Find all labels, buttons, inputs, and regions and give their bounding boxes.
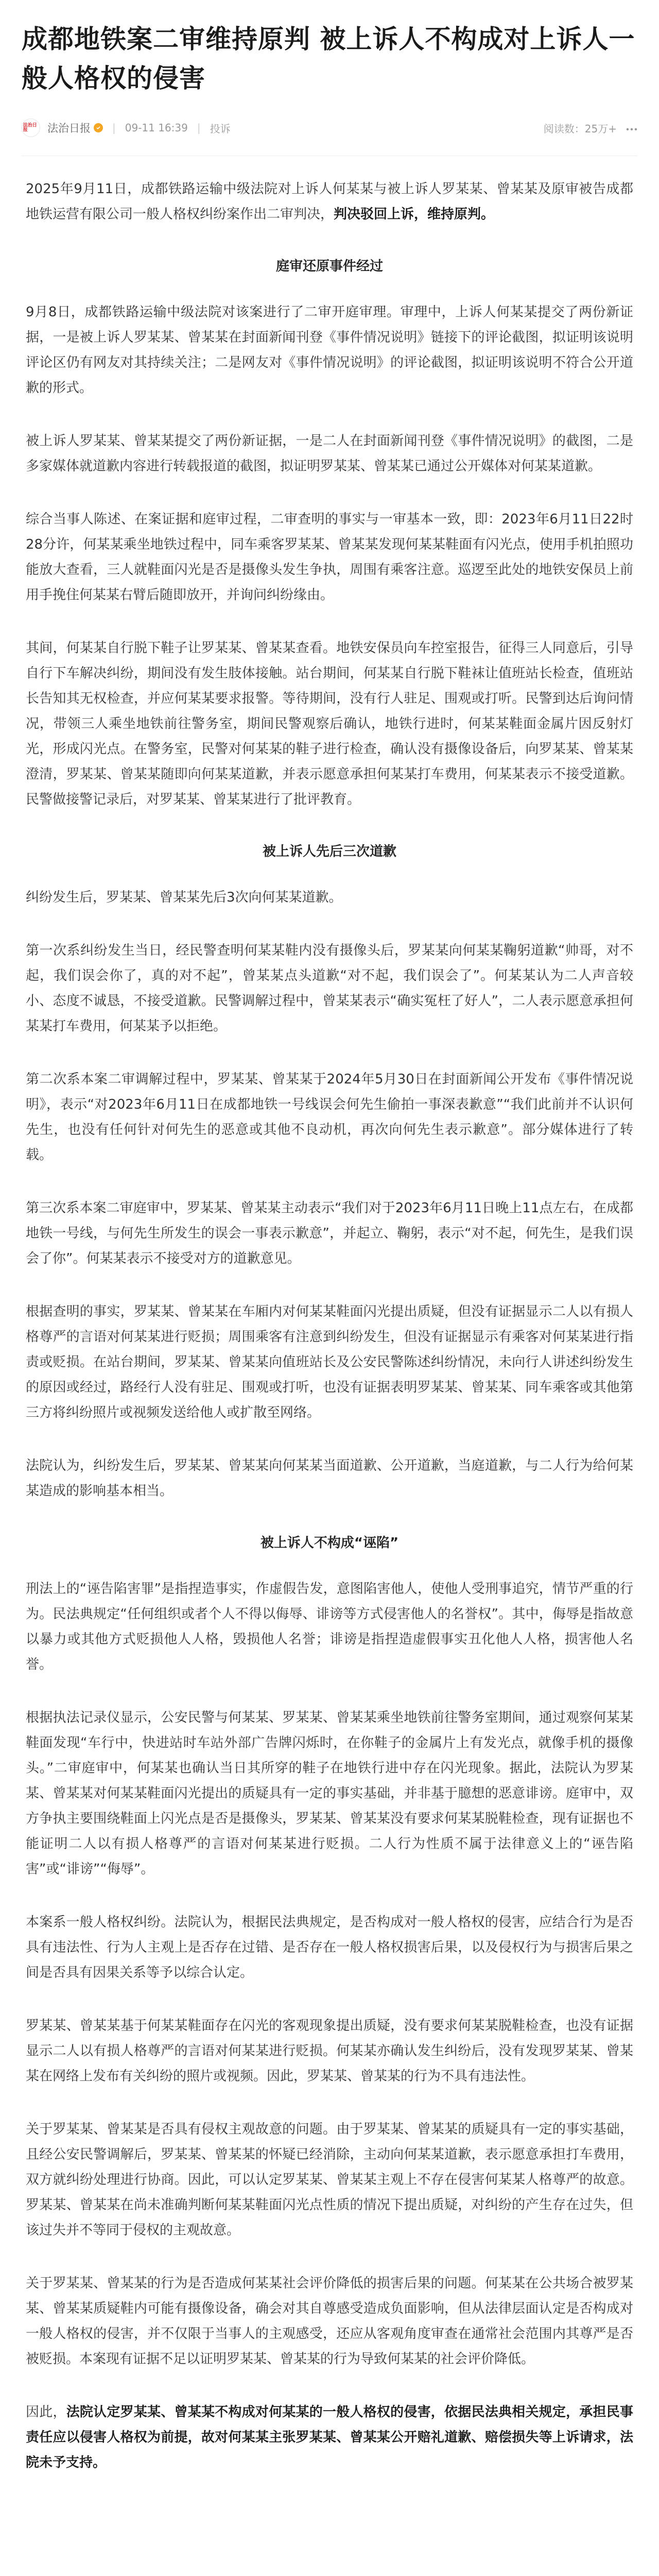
paragraph-text: 关于罗某某、曾某某的行为是否造成何某某社会评价降低的损害后果的问题。何某某在公共场合被罗某某、曾某某质疑鞋内可能有摄像设备，确会对其自尊感受造成负面影响，但从法律层面认定是否构成对一般人格权的侵害，并不仅限于当事人的主观感受，还应从客观角度审查在通常社会范围内其尊严是否被贬损。本案现有证据不足以证明罗某某、曾某某的行为导致何某某的社会评价降低。 (26, 2276, 633, 2367)
paragraph (26, 177, 633, 227)
section-heading-text: 庭审还原事件经过 (275, 259, 383, 274)
paragraph-text: 纠纷发生后，罗某某、曾某某先后3次向何某某道歉。 (26, 890, 342, 905)
paragraph (26, 300, 633, 401)
report-link[interactable]: 投诉 (210, 122, 231, 135)
section-heading (26, 254, 633, 279)
section-heading (26, 839, 633, 865)
more-icon[interactable] (626, 122, 637, 134)
article-title: 成都地铁案二审维持原判 被上诉人不构成对上诉人一般人格权的侵害 (22, 24, 635, 93)
section-heading-text: 被上诉人先后三次道歉 (262, 844, 396, 859)
source-logo-text: 法治日报 (23, 123, 37, 132)
meta-separator: | (197, 122, 201, 134)
paragraph (26, 429, 633, 479)
paragraph-text: 法院认为，纠纷发生后，罗某某、曾某某向何某某当面道歉、公开道歉，当庭道歉，与二人行为给何某某造成的影响基本相当。 (26, 1458, 633, 1499)
paragraph (26, 636, 633, 812)
paragraph-text: 第二次系本案二审调解过程中，罗某某、曾某某于2024年5月30日在封面新闻公开发布《事件情况说明》，表示“对2023年6月11日在成都地铁一号线误会何先生偷拍一事深表歉意”“我们此前并不认识何先生，也没有任何针对何先生的恶意或其他不良动机，再次向何先生表示歉意”。部分媒体进行了转载。 (26, 1072, 633, 1163)
paragraph-text: 罗某某、曾某某基于何某某鞋面存在闪光的客观现象提出质疑，没有要求何某某脱鞋检查，也没有证据显示二人以有损人格尊严的言语对何某某进行贬损。何某某亦确认发生纠纷后，没有发现罗某某、曾某某在网络上发布有关纠纷的照片或视频。因此，罗某某、曾某某的行为不具有违法性。 (26, 2018, 633, 2084)
paragraph-text: 第一次系纠纷发生当日，经民警查明何某某鞋内没有摄像头后，罗某某向何某某鞠躬道歉“帅哥，对不起，我们误会你了，真的对不起”，曾某某点头道歉“对不起，我们误会了”。何某某认为二人声音较小、态度不诚恳，不接受道歉。民警调解过程中，曾某某表示“确实冤枉了好人”，二人表示愿意承担何某某打车费用，何某某予以拒绝。 (26, 943, 633, 1034)
paragraph-text: 第三次系本案二审庭审中，罗某某、曾某某主动表示“我们对于2023年6月11日晚上11点左右，在成都地铁一号线，与何先生所发生的误会一事表示歉意”，并起立、鞠躬，表示“对不起，何先生，是我们误会了你”。何某某表示不接受对方的道歉意见。 (26, 1200, 633, 1266)
paragraph-highlight: 判决驳回上诉，维持原判。 (334, 207, 495, 222)
paragraph (26, 507, 633, 608)
paragraph (26, 2271, 633, 2372)
paragraph-text: 本案系一般人格权纠纷。法院认为，根据民法典规定，是否构成对一般人格权的侵害，应结合行为是否具有违法性、行为人主观上是否存在过错、是否存在一般人格权损害后果，以及侵权行为与损害后果之间是否具有因果关系等予以综合认定。 (26, 1914, 633, 1980)
paragraph (26, 885, 633, 910)
read-count: 阅读数：25万+ (543, 122, 617, 135)
article-meta (22, 117, 637, 138)
paragraph-text: 2025年9月11日，成都铁路运输中级法院对上诉人何某某与被上诉人罗某某、曾某某及原审被告成都地铁运营有限公司一般人格权纠纷案作出二审判决， (26, 181, 633, 222)
paragraph (26, 1705, 633, 1882)
paragraph-text: 被上诉人罗某某、曾某某提交了两份新证据，一是二人在封面新闻刊登《事件情况说明》的截图，二是多家媒体就道歉内容进行转载报道的截图，拟证明罗某某、曾某某已通过公开媒体对何某某道歉。 (26, 433, 633, 474)
paragraph-text: 根据执法记录仪显示，公安民警与何某某、罗某某、曾某某乘坐地铁前往警务室期间，通过观察何某某鞋面发现“车行中，快进站时车站外部广告牌闪烁时，在你鞋子的金属片上有发光点，就像手机的摄像头。”二审庭审中，何某某也确认当日其所穿的鞋子在地铁行进中存在闪光现象。据此，法院认为罗某某、曾某某对何某某鞋面闪光提出的质疑具有一定的事实基础，并非基于臆想的恶意诽谤。庭审中，双方争执主要围绕鞋面上闪光点是否是摄像头，罗某某、曾某某没有要求何某某脱鞋检查，现有证据也不能证明二人以有损人格尊严的言语对何某某进行贬损。二人行为性质不属于法律意义上的“诬告陷害”或“诽谤”“侮辱”。 (26, 1710, 633, 1877)
paragraph-text: 其间，何某某自行脱下鞋子让罗某某、曾某某查看。地铁安保员向车控室报告，征得三人同意后，引导自行下车解决纠纷，期间没有发生肢体接触。站台期间，何某某自行脱下鞋袜让值班站长检查，值班站长告知其无权检查，并应何某某要求报警。等待期间，没有行人驻足、围观或打听。民警到达后询问情况，带领三人乘坐地铁前往警务室，期间民警观察后确认，地铁行进时，何某某鞋面金属片因反射灯光，形成闪光点。在警务室，民警对何某某的鞋子进行检查，确认没有摄像设备后，向罗某某、曾某某澄清，罗某某、曾某某随即向何某某道歉，并表示愿意承担何某某打车费用，何某某表示不接受道歉。民警做接警记录后，对罗某某、曾某某进行了批评教育。 (26, 640, 633, 807)
meta-separator: | (112, 122, 116, 134)
paragraph (26, 1299, 633, 1426)
paragraph (26, 938, 633, 1039)
paragraph-text: 因此， (26, 2404, 66, 2420)
paragraph (26, 1910, 633, 1986)
section-heading (26, 1531, 633, 1556)
paragraph-text: 综合当事人陈述、在案证据和庭审过程，二审查明的事实与一审基本一致，即：2023年6月11日22时28分许，何某某乘坐地铁过程中，同车乘客罗某某、曾某某发现何某某鞋面有闪光点，使用手机拍照功能放大查看，三人就鞋面闪光是否是摄像头发生争执，周围有乘客注意。巡逻至此处的地铁安保员上前用手挽住何某某右臂后随即放开，并询问纠纷缘由。 (26, 512, 633, 603)
paragraph (26, 1067, 633, 1168)
source-logo[interactable] (22, 118, 40, 137)
paragraph (26, 2400, 633, 2476)
paragraph-text: 根据查明的事实，罗某某、曾某某在车厢内对何某某鞋面闪光提出质疑，但没有证据显示二人以有损人格尊严的言语对何某某进行贬损；周围乘客有注意到纠纷发生，但没有证据显示有乘客对何某某进行指责或贬损。在站台期间，罗某某、曾某某向值班站长及公安民警陈述纠纷情况，未向行人讲述纠纷发生的原因或经过，路经行人没有驻足、围观或打听，也没有证据表明罗某某、曾某某、同车乘客或其他第三方将纠纷照片或视频发送给他人或扩散至网络。 (26, 1304, 633, 1420)
paragraph (26, 2013, 633, 2089)
section-heading-text: 被上诉人不构成“诬陷” (260, 1535, 399, 1551)
source-name[interactable]: 法治日报 (47, 122, 91, 134)
paragraph-highlight: 法院认定罗某某、曾某某不构成对何某某的一般人格权的侵害，依据民法典相关规定，承担民事责任应以侵害人格权为前提，故对何某某主张罗某某、曾某某公开赔礼道歉、赔偿损失等上诉请求，法院未予支持。 (26, 2404, 633, 2470)
paragraph-text: 关于罗某某、曾某某是否具有侵权主观故意的问题。由于罗某某、曾某某的质疑具有一定的事实基础，且经公安民警调解后，罗某某、曾某某的怀疑已经消除，主动向何某某道歉，表示愿意承担打车费用，双方就纠纷处理进行协商。因此，可以认定罗某某、曾某某主观上不存在侵害何某某人格尊严的故意。罗某某、曾某某在尚未准确判断何某某鞋面闪光点性质的情况下提出质疑，对纠纷的产生存在过失，但该过失并不等同于侵权的主观故意。 (26, 2122, 633, 2238)
paragraph-text: 刑法上的“诬告陷害罪”是指捏造事实，作虚假告发，意图陷害他人，使他人受刑事追究，情节严重的行为。民法典规定“任何组织或者个人不得以侮辱、诽谤等方式侵害他人的名誉权”。其中，侮辱是指故意以暴力或其他方式贬损他人人格，毁损他人名誉；诽谤是指捏造虚假事实丑化他人人格，损害他人名誉。 (26, 1581, 633, 1672)
verified-badge-icon (94, 123, 103, 132)
paragraph-text: 9月8日，成都铁路运输中级法院对该案进行了二审开庭审理。审理中，上诉人何某某提交了两份新证据，一是被上诉人罗某某、曾某某在封面新闻刊登《事件情况说明》链接下的评论截图，拟证明该说明评论区仍有网友对其持续关注；二是网友对《事件情况说明》的评论截图，拟证明该说明不符合公开道歉的形式。 (26, 304, 633, 396)
paragraph (26, 1577, 633, 1677)
paragraph (26, 1453, 633, 1504)
article-body (22, 177, 637, 2476)
paragraph (26, 2117, 633, 2243)
meta-right (544, 121, 637, 135)
paragraph (26, 1196, 633, 1272)
publish-time: 09-11 16:39 (125, 122, 188, 134)
